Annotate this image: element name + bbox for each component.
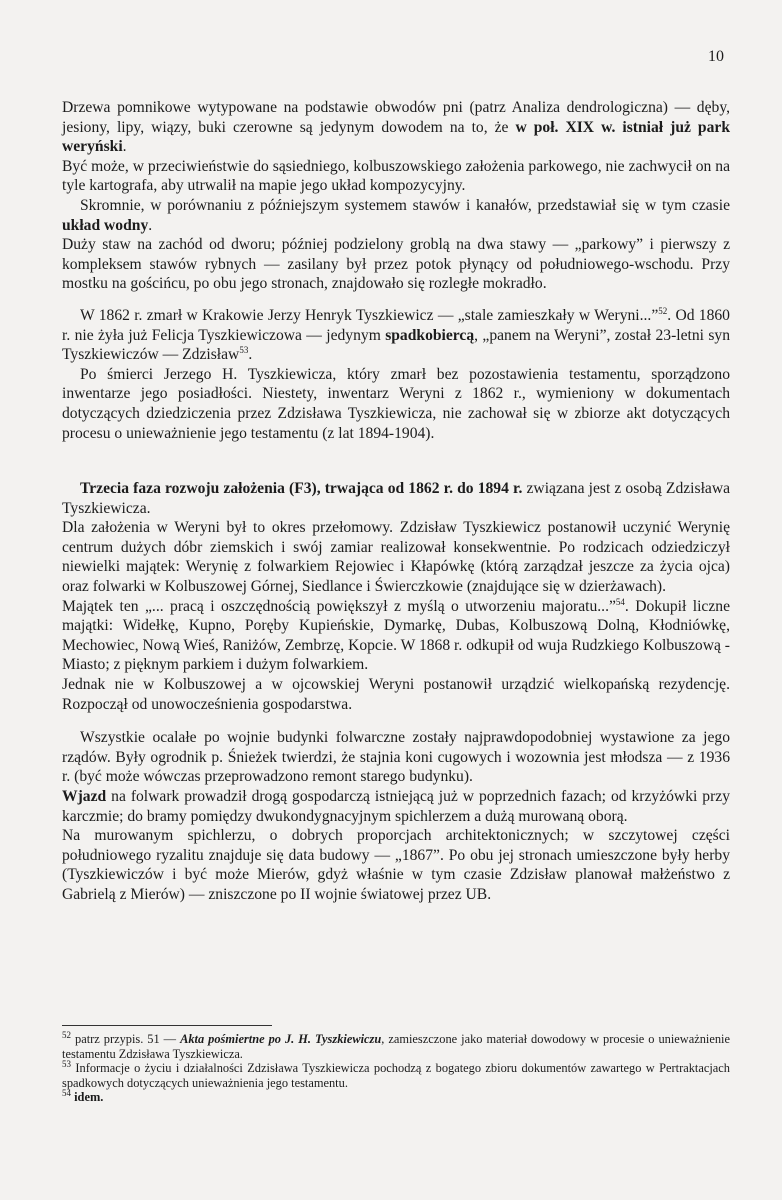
paragraph: Duży staw na zachód od dworu; później podzielony groblą na dwa stawy — „parkowy” i pierwszy z kompleksem stawów rybnych — zasilany był przez potok płynący od południowego-wschodu. Przy mostku na gościńcu, po obu jego stronach, znajdowało się rozległe mokradło.: [62, 236, 730, 293]
paragraph: [62, 306, 730, 365]
footnote-ref: 54: [615, 596, 625, 607]
paragraph: Być może, w przeciwieństwie do sąsiedniego, kolbuszowskiego założenia parkowego, nie zachwycił on na tyle kartografa, aby utrwalił na mapie jego układ kompozycyjny.: [62, 157, 730, 195]
bold-text: układ wodny: [62, 216, 149, 234]
bold-text: w poł. XIX w. istniał już park weryński: [62, 118, 730, 156]
text-run: na folwark prowadził drogą gospodarczą istniejącą już w poprzednich fazach; od krzyżówki przy karczmie; do bramy pomiędzy dwukondygnacyjnym spichlerzem a dużą murowaną oborą.: [62, 788, 730, 825]
body-text: [62, 98, 730, 905]
text-run: .: [148, 216, 153, 234]
footnote-number: 53: [62, 1059, 71, 1070]
text-run: W 1862 r. zmarł w Krakowie Jerzy Henryk Tyszkiewicz — „stale zamieszkały w Weryni...”: [80, 306, 659, 324]
paragraph: Wszystkie ocalałe po wojnie budynki folwarczne zostały najprawdopodobniej wystawione za jego rządów. Były ogrodnik p. Śnieżek twierdzi, że stajnia koni cugowych i wozownia jest młodsza — z 1936 r. (być może wówczas przeprowadzono remont starego budynku).: [62, 729, 730, 786]
footnote-number: 52: [62, 1029, 71, 1040]
section-heading: Trzecia faza rozwoju założenia (F3), trwająca od 1862 r. do 1894 r.: [80, 480, 523, 498]
bold-text: Wjazd: [62, 788, 107, 805]
paragraph: Dla założenia w Weryni był to okres przełomowy. Zdzisław Tyszkiewicz postanowił uczynić Werynię centrum dużych dóbr ziemskich i swój zamiar realizował konsekwentnie. Po rodzicach odziedziczył niewielki majątek: Werynię z folwarkiem Rejowiec i Kłapówkę (którą zarządzał jeszcze za życia ojca) oraz folwarki w Kolbuszowej Górnej, Siedlance i Świerczkowie (znajdujące się w dzierżawach).: [62, 519, 730, 596]
text-run: Informacje o życiu i działalności Zdzisława Tyszkiewicza pochodzą z bogatego zbioru dokumentów zawartego w Pertraktacjach spadkowych dotyczących unieważnienia jego testamentu.: [62, 1061, 730, 1090]
footnote-ref: 52: [658, 305, 668, 316]
footnote: [62, 1090, 730, 1105]
paragraph: [62, 479, 730, 518]
italic-title: Akta pośmiertne po J. H. Tyszkiewiczu: [180, 1032, 382, 1046]
footnote: [62, 1061, 730, 1090]
bold-text: idem.: [74, 1090, 104, 1105]
text-run: Majątek ten „... pracą i oszczędnością powiększył z myślą o utworzeniu majoratu...”: [62, 597, 616, 615]
bold-text: spadkobiercą: [385, 326, 475, 344]
footnote-divider: [62, 1025, 272, 1026]
text-run: Drzewa pomnikowe wytypowane na podstawie obwodów pni (patrz Analiza dendrologiczna) — dęby, jesiony, lipy, wiązy, buki czerowne są jedynym dowodem na to, że: [62, 99, 730, 136]
paragraph: [62, 787, 730, 826]
paragraph: [62, 196, 730, 235]
paragraph: [62, 597, 730, 675]
text-run: , zamieszczone jako materiał dowodowy w procesie o unieważnienie testamentu Zdzisława Tyszkiewicza.: [62, 1032, 731, 1061]
text-run: , „panem na Weryni”, został 23-letni syn Tyszkiewiczów — Zdzisław: [62, 326, 730, 364]
paragraph: Po śmierci Jerzego H. Tyszkiewicza, który zmarł bez pozostawienia testamentu, sporządzono inwentarze jego posiadłości. Niestety, inwentarz Weryni z 1862 r., wymieniony w dokumentach dotyczących dziedziczenia przez Zdzisława Tyszkiewicza, nie zachował się w zbiorze akt dotyczących procesu o unieważnienie jego testamentu (z lat 1894-1904).: [62, 365, 730, 442]
text-run: .: [248, 346, 253, 364]
paragraph: Na murowanym spichlerzu, o dobrych proporcjach architektonicznych; w szczytowej części południowego ryzalitu znajduje się data budowy — „1867”. Po obu jej stronach umieszczone były herby (Tyszkiewiczów i być może Mierów, gdyż właśnie w tym czasie Zdzisław planował małżeństwo z Gabrielą z Mierów) — zniszczone po II wojnie światowej przez UB.: [62, 827, 730, 903]
paragraph: [62, 98, 730, 157]
text-run: patrz przypis. 51 —: [75, 1032, 181, 1046]
page-number: 10: [708, 48, 724, 65]
footnote: [62, 1029, 731, 1061]
footnotes: [62, 1029, 731, 1105]
text-run: . Od 1860 r. nie żyła już Felicja Tyszkiewiczowa — jedynym: [62, 306, 730, 344]
text-run: Skromnie, w porównaniu z późniejszym systemem stawów i kanałów, przedstawiał się w tym czasie: [80, 196, 730, 214]
text-run: związana jest z osobą Zdzisława Tyszkiewicza.: [62, 480, 731, 517]
text-run: . Dokupił liczne majątki: Widełkę, Kupno, Poręby Kupieńskie, Dymarkę, Dubas, Kolbuszową Dolną, Kłodniówkę, Mechowiec, Nową Wieś, Raniżów, Zembrzę, Kopcie. W 1868 r. odkupił od wuja Rudzkiego Kolbuszową - Miasto; z pięknym parkiem i dużym folwarkiem.: [62, 597, 730, 674]
text-run: .: [122, 138, 127, 156]
paragraph: Jednak nie w Kolbuszowej a w ojcowskiej Weryni postanowił urządzić wielkopańską rezydencję. Rozpoczął od unowocześnienia gospodarstwa.: [62, 676, 730, 713]
footnote-ref: 53: [239, 344, 249, 355]
footnote-number: 54: [62, 1088, 71, 1099]
